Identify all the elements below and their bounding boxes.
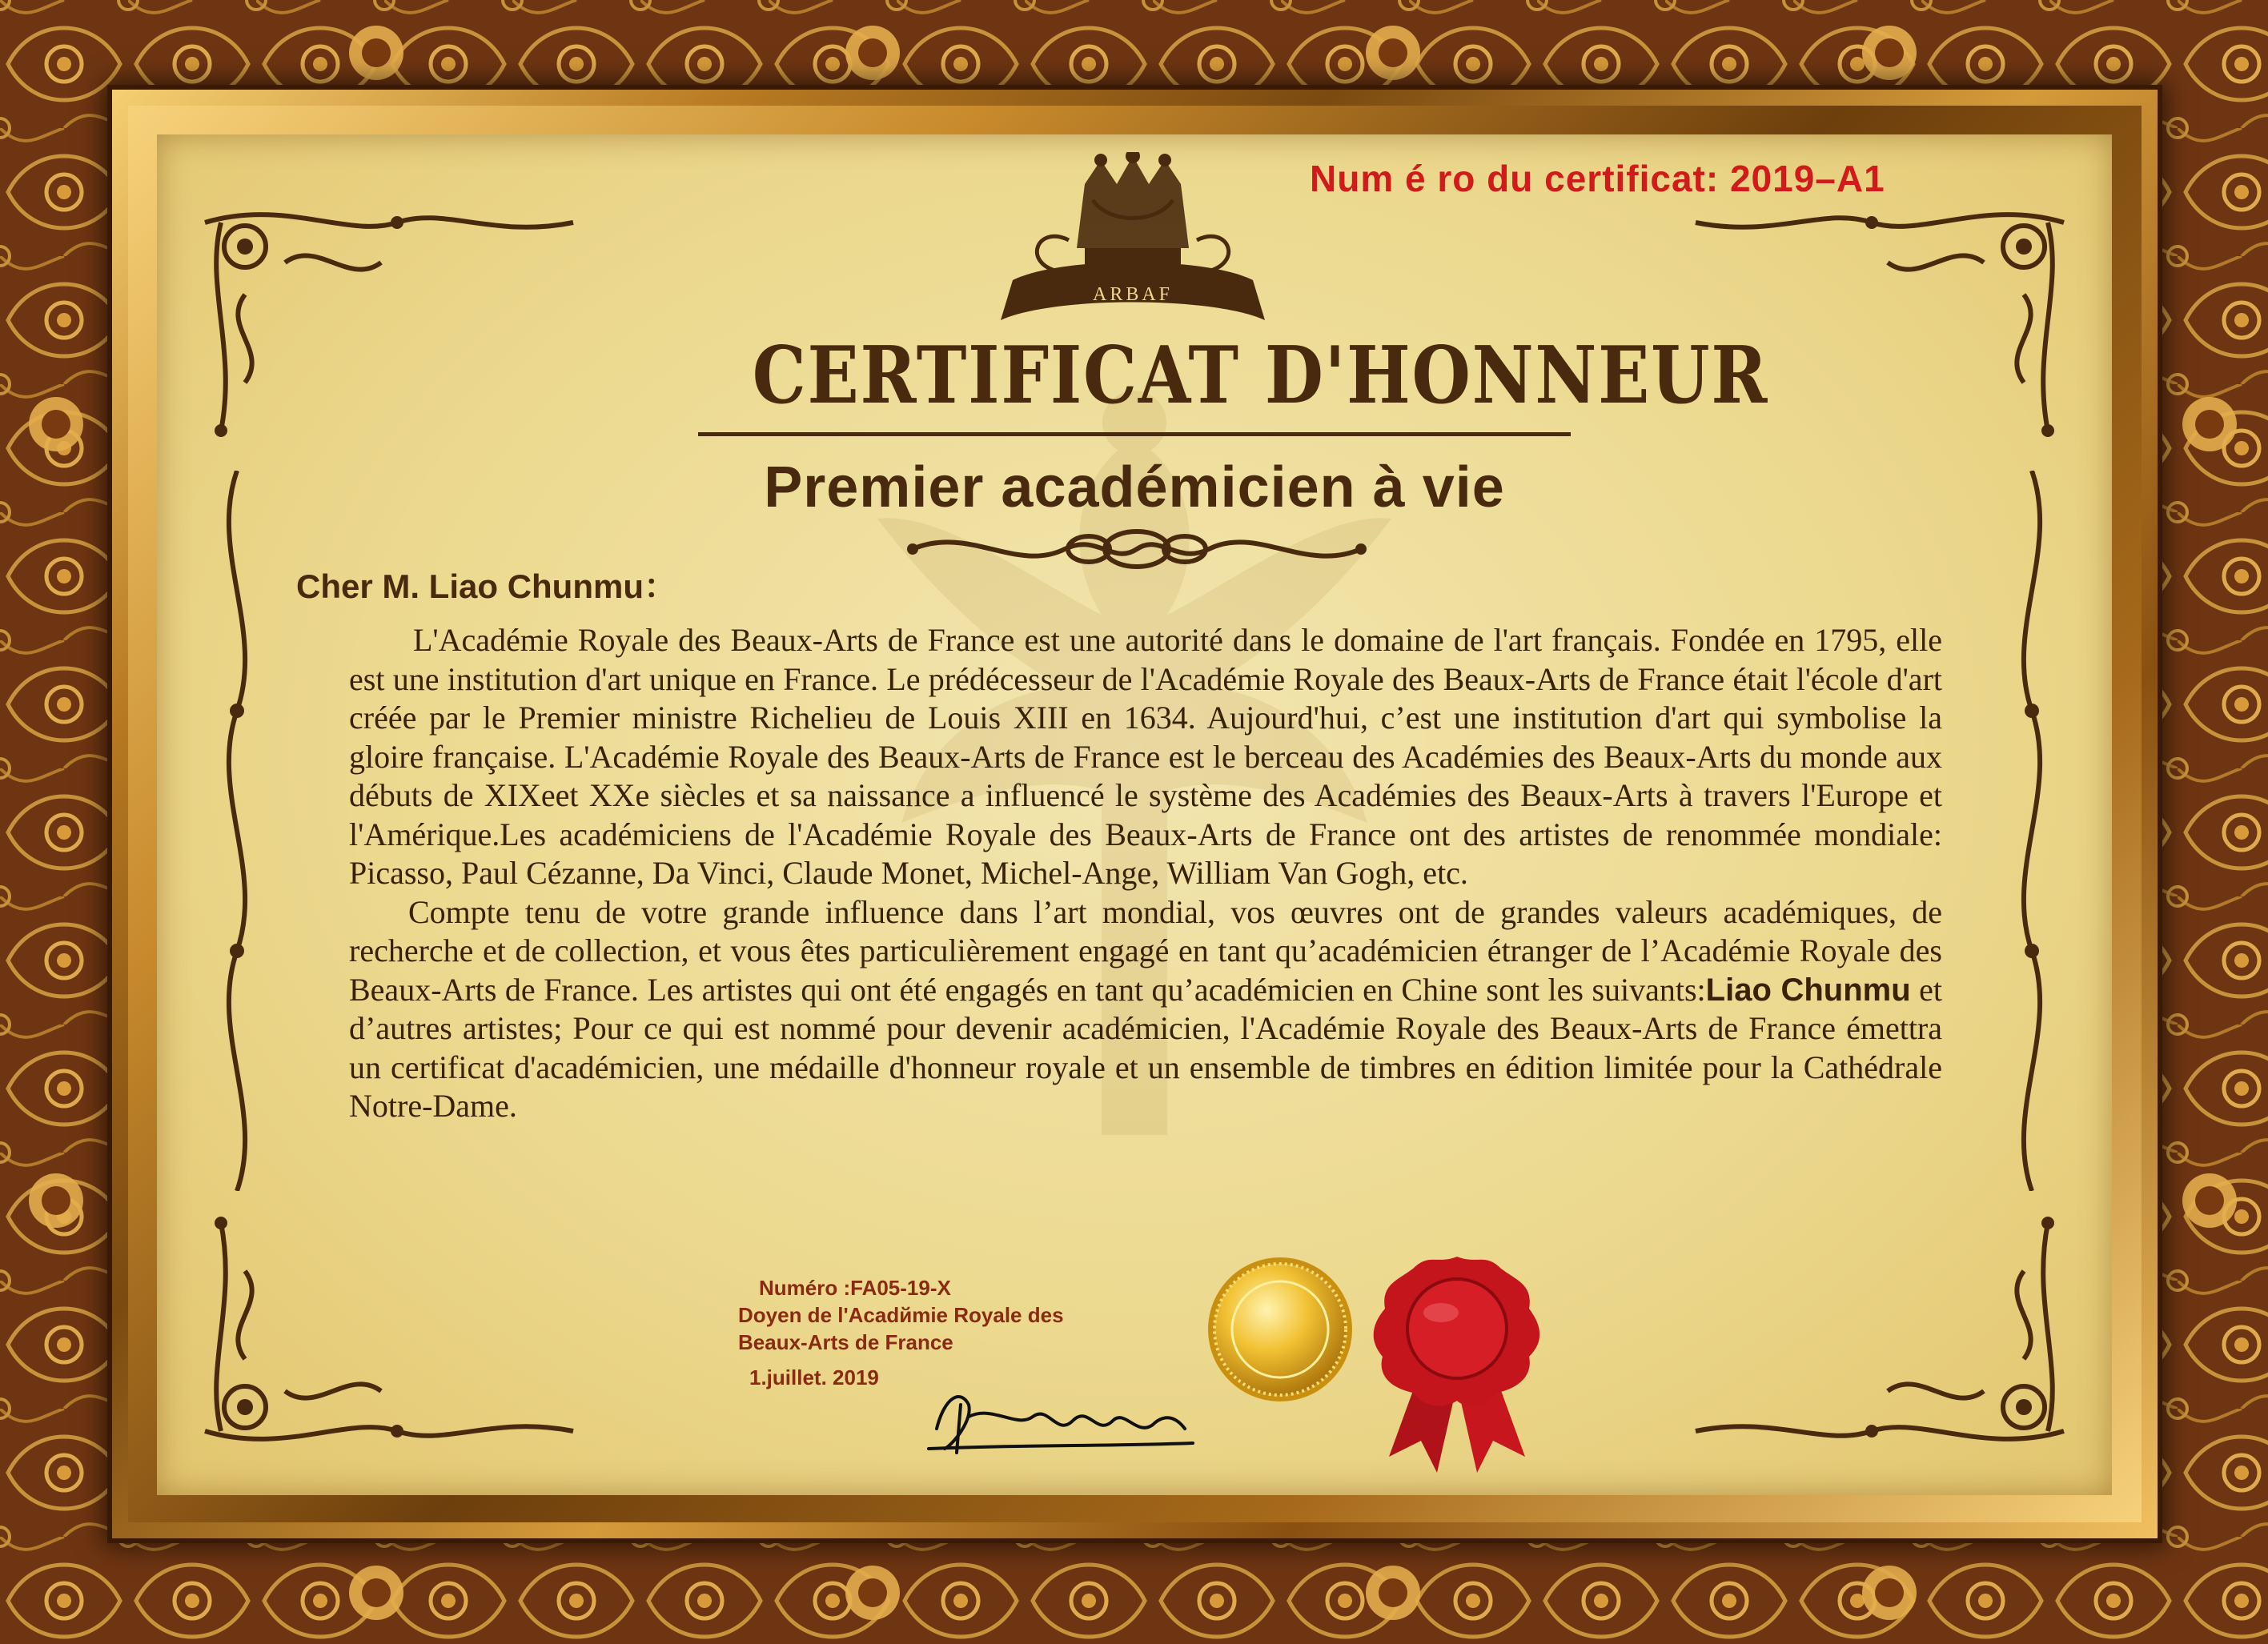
- sign-role-line1: Doyen de l'Acadйmie Royale des: [738, 1303, 1064, 1327]
- body-text: [349, 621, 1942, 1126]
- title-rule: [698, 432, 1571, 436]
- paragraph-2: [349, 893, 1942, 1126]
- sign-number: Numéro :FA05-19-X: [759, 1276, 951, 1300]
- corner-ornament-bottom-left: [189, 1207, 605, 1463]
- gold-medal-icon: [1206, 1255, 1355, 1404]
- corner-ornament-top-left: [189, 190, 605, 447]
- greeting: Cher M. Liao Chunmu：: [296, 567, 677, 605]
- side-vine-right: [1996, 471, 2068, 1191]
- wax-seal-icon: [1365, 1249, 1549, 1489]
- paragraph-1: L'Académie Royale des Beaux-Arts de France est une autorité dans le domaine de l'art français. Fondée en 1795, elle est une institution d'art unique en France. Le prédécesseur de l'Académie Royale des Beaux-Arts de France était l'école d'art créée par le Premier ministre Richelieu de Louis XIII en 1634. Aujourd'hui, c’est une institution d'art qui symbolise la gloire française. L'Académie Royale des Beaux-Arts de France est le berceau des Académies des Beaux-Arts du monde aux débuts de XIXeet XXe siècles et sa naissance a influencé le système des Académies des Beaux-Arts à travers l'Europe et l'Amérique.Les académiciens de l'Académie Royale des Beaux-Arts de France ont des artistes de renommée mondiale: Picasso, Paul Cézanne, Da Vinci, Claude Monet, Michel-Ange, William Van Gogh, etc.: [349, 622, 1942, 891]
- scroll-divider-icon: [905, 517, 1369, 581]
- crest-text: ARBAF: [1092, 284, 1174, 305]
- crown-crest-icon: [989, 152, 1277, 352]
- signature: [921, 1373, 1209, 1461]
- paragraph-2-before: Compte tenu de votre grande influence dans l’art mondial, vos œuvres ont de grandes valeurs académiques, de recherche et de collection, et vous êtes particulièrement engagé en tant qu’académicien étranger de l’Académie Royale des Beaux-Arts de France. Les artistes qui ont été engagés en tant qu’académicien en Chine sont les suivants:: [349, 893, 1942, 1008]
- sign-date: 1.juillet. 2019: [749, 1365, 879, 1389]
- paragraph-2-after: et d’autres artistes; Pour ce qui est nommé pour devenir académicien, l'Académie Royale des Beaux-Arts de France émettra un certificat d'académicien, une médaille d'honneur royale et un ensemble de timbres en édition limitée pour la Cathédrale Notre-Dame.: [349, 971, 1943, 1124]
- page-title: CERTIFICAT D'HONNEUR: [752, 330, 1769, 422]
- corner-ornament-bottom-right: [1664, 1207, 2080, 1463]
- side-vine-left: [201, 471, 273, 1191]
- certificate-number: Num é ro du certificat: 2019–A1: [1310, 158, 1885, 199]
- subtitle: Premier académicien à vie: [764, 455, 1505, 519]
- sign-role-line2: Beaux-Arts de France: [738, 1330, 953, 1354]
- recipient-name: Liao Chunmu: [1705, 972, 1911, 1008]
